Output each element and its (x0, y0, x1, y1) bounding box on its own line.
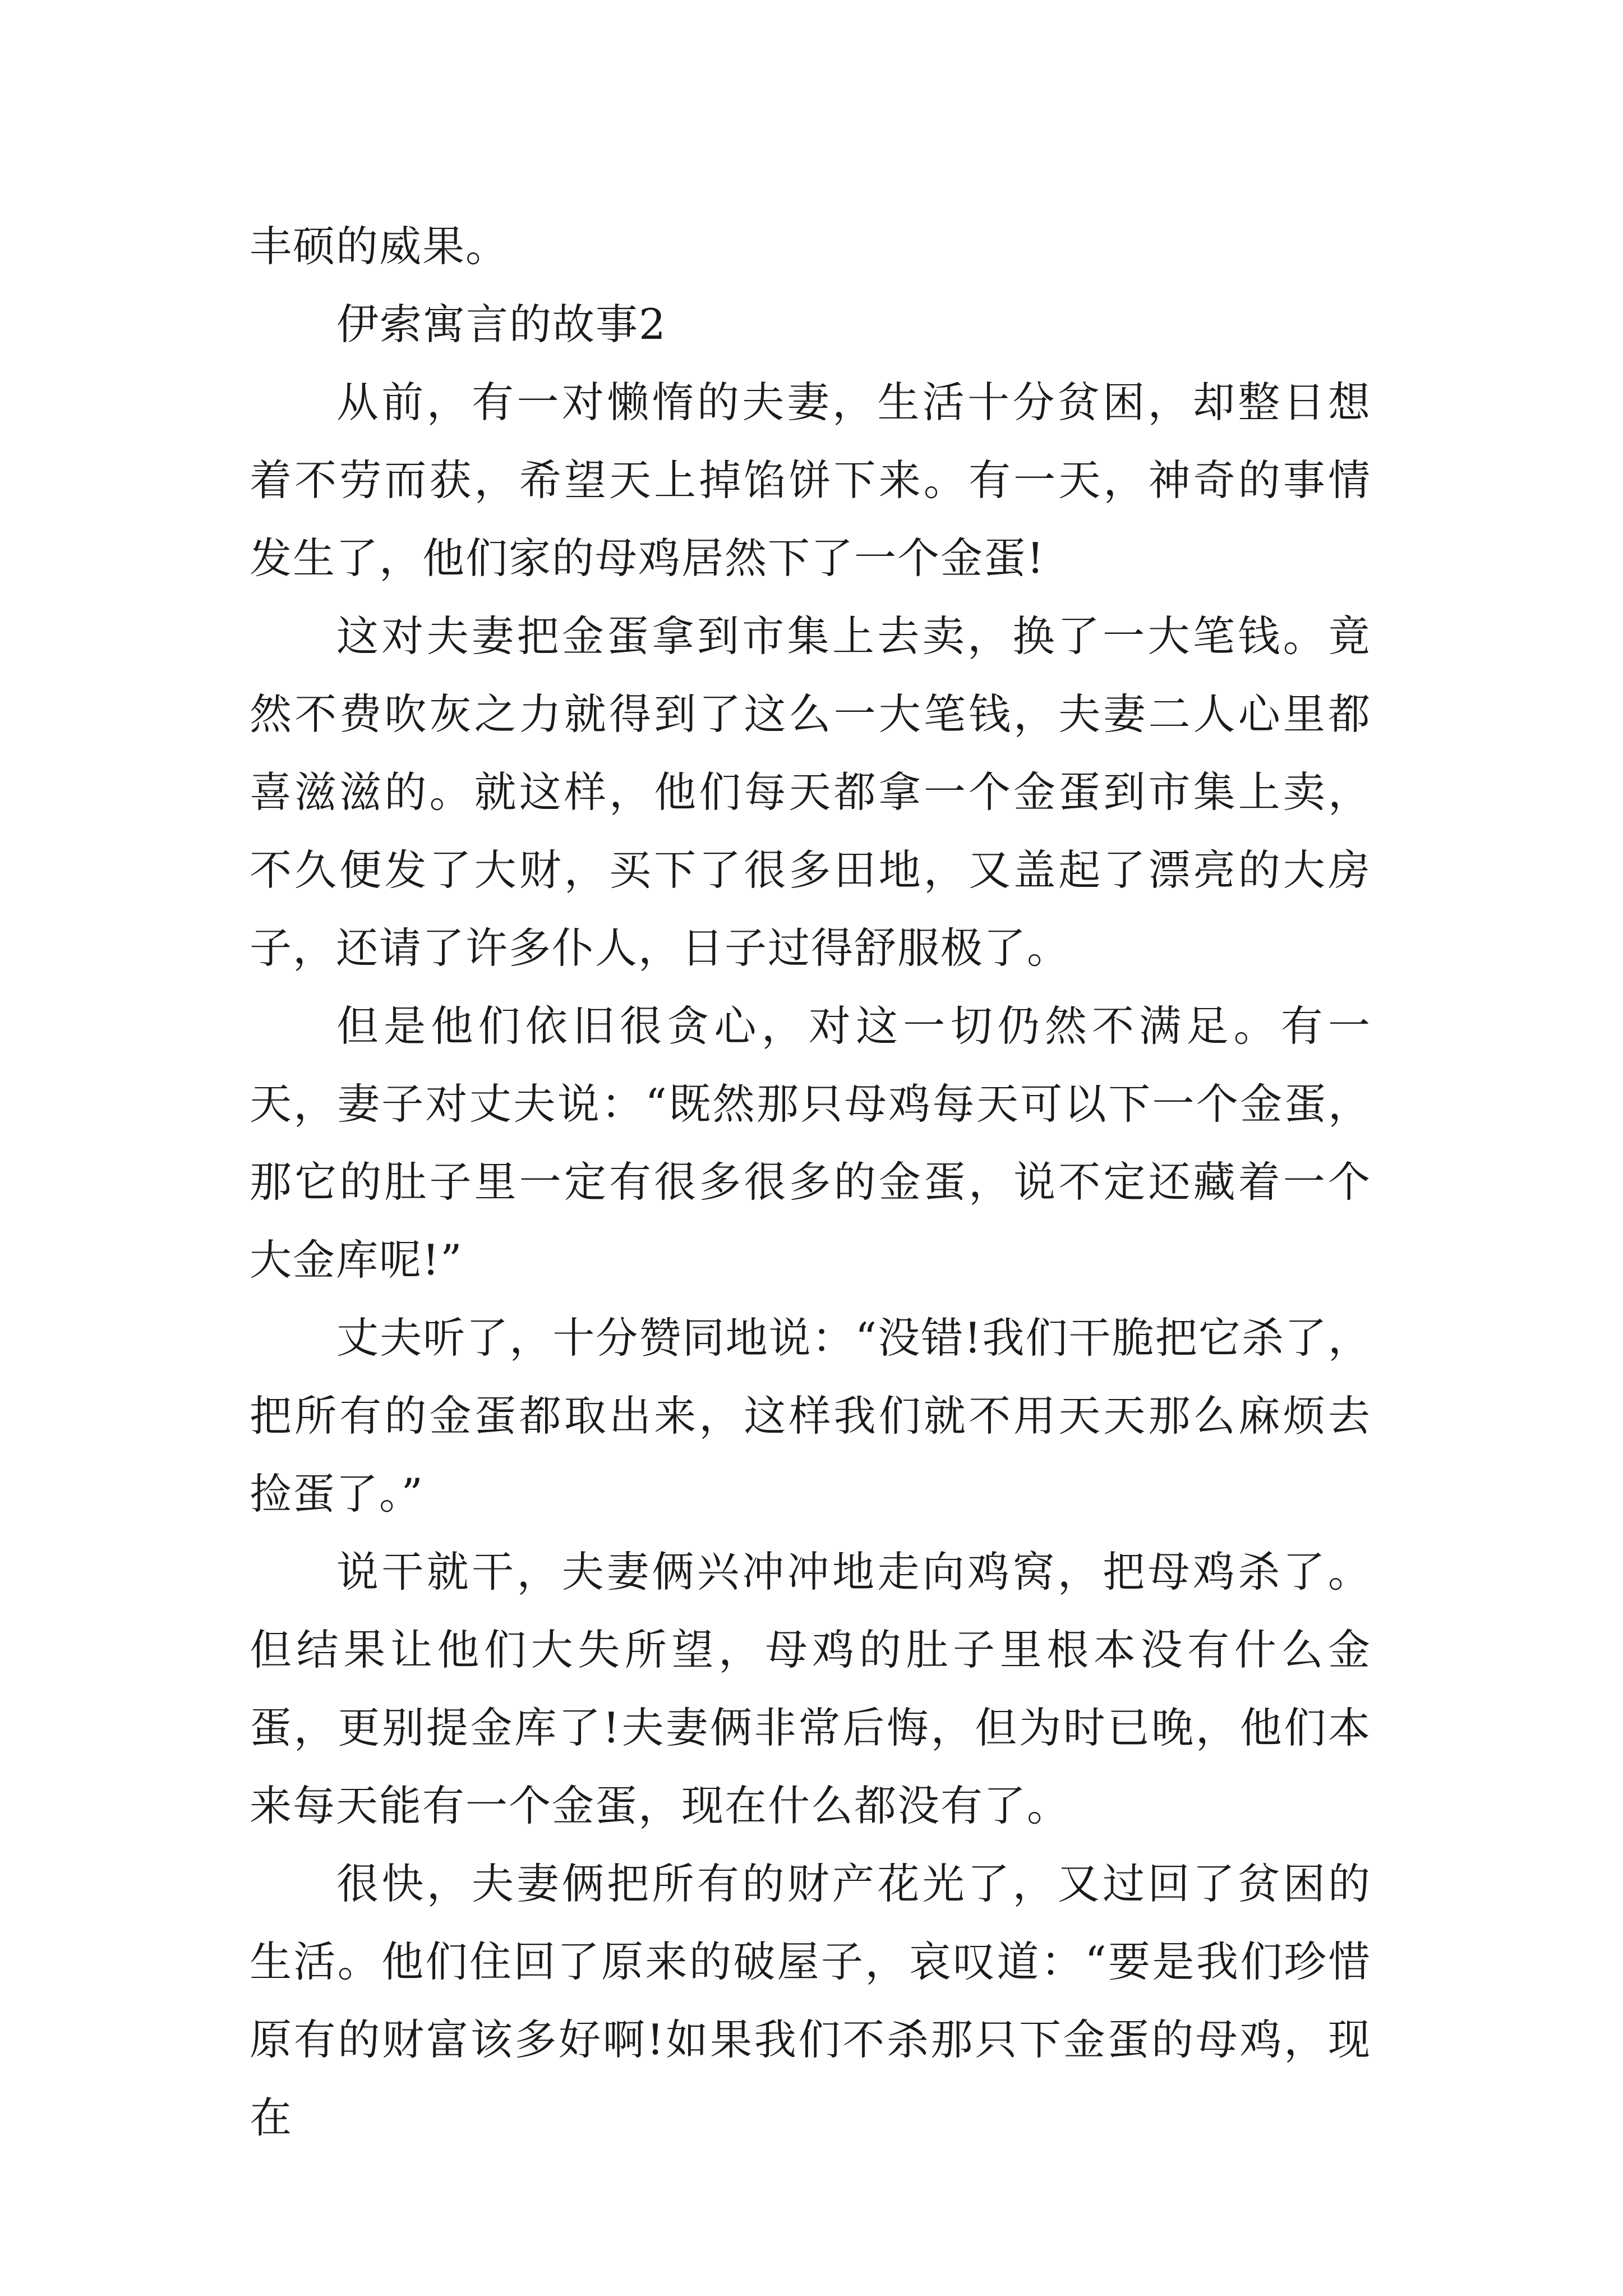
paragraph-1: 丰硕的威果。 (250, 222, 509, 271)
paragraph-2: 从前，有一对懒惰的夫妻，生活十分贫困，却整日想着不劳而获，希望天上掉馅饼下来。有一天，神奇的事情发生了，他们家的母鸡居然下了一个金蛋! (250, 378, 1371, 583)
paragraph-3: 这对夫妻把金蛋拿到市集上去卖，换了一大笔钱。竟然不费吹灰之力就得到了这么一大笔钱，夫妻二人心里都喜滋滋的。就这样，他们每天都拿一个金蛋到市集上卖，不久便发了大财，买下了很多田地，又盖起了漂亮的大房子，还请了许多仆人，日子过得舒服极了。 (250, 611, 1371, 973)
paragraph-4: 但是他们依旧很贪心，对这一切仍然不满足。有一天，妻子对丈夫说：“既然那只母鸡每天可以下一个金蛋，那它的肚子里一定有很多很多的金蛋，说不定还藏着一个大金库呢!” (250, 1001, 1371, 1285)
story-heading: 伊索寓言的故事2 (336, 300, 667, 349)
document-body (250, 208, 1371, 2157)
paragraph-6: 说干就干，夫妻俩兴冲冲地走向鸡窝，把母鸡杀了。但结果让他们大失所望，母鸡的肚子里根本没有什么金蛋，更别提金库了!夫妻俩非常后悔，但为时已晚，他们本来每天能有一个金蛋，现在什么都没有了。 (250, 1547, 1371, 1830)
paragraph-5: 丈夫听了，十分赞同地说：“没错!我们干脆把它杀了，把所有的金蛋都取出来，这样我们就不用天天那么麻烦去捡蛋了。” (250, 1313, 1371, 1519)
paragraph-7: 很快，夫妻俩把所有的财产花光了，又过回了贫困的生活。他们住回了原来的破屋子，哀叹道：“要是我们珍惜原有的财富该多好啊!如果我们不杀那只下金蛋的母鸡，现在 (250, 1859, 1371, 2142)
